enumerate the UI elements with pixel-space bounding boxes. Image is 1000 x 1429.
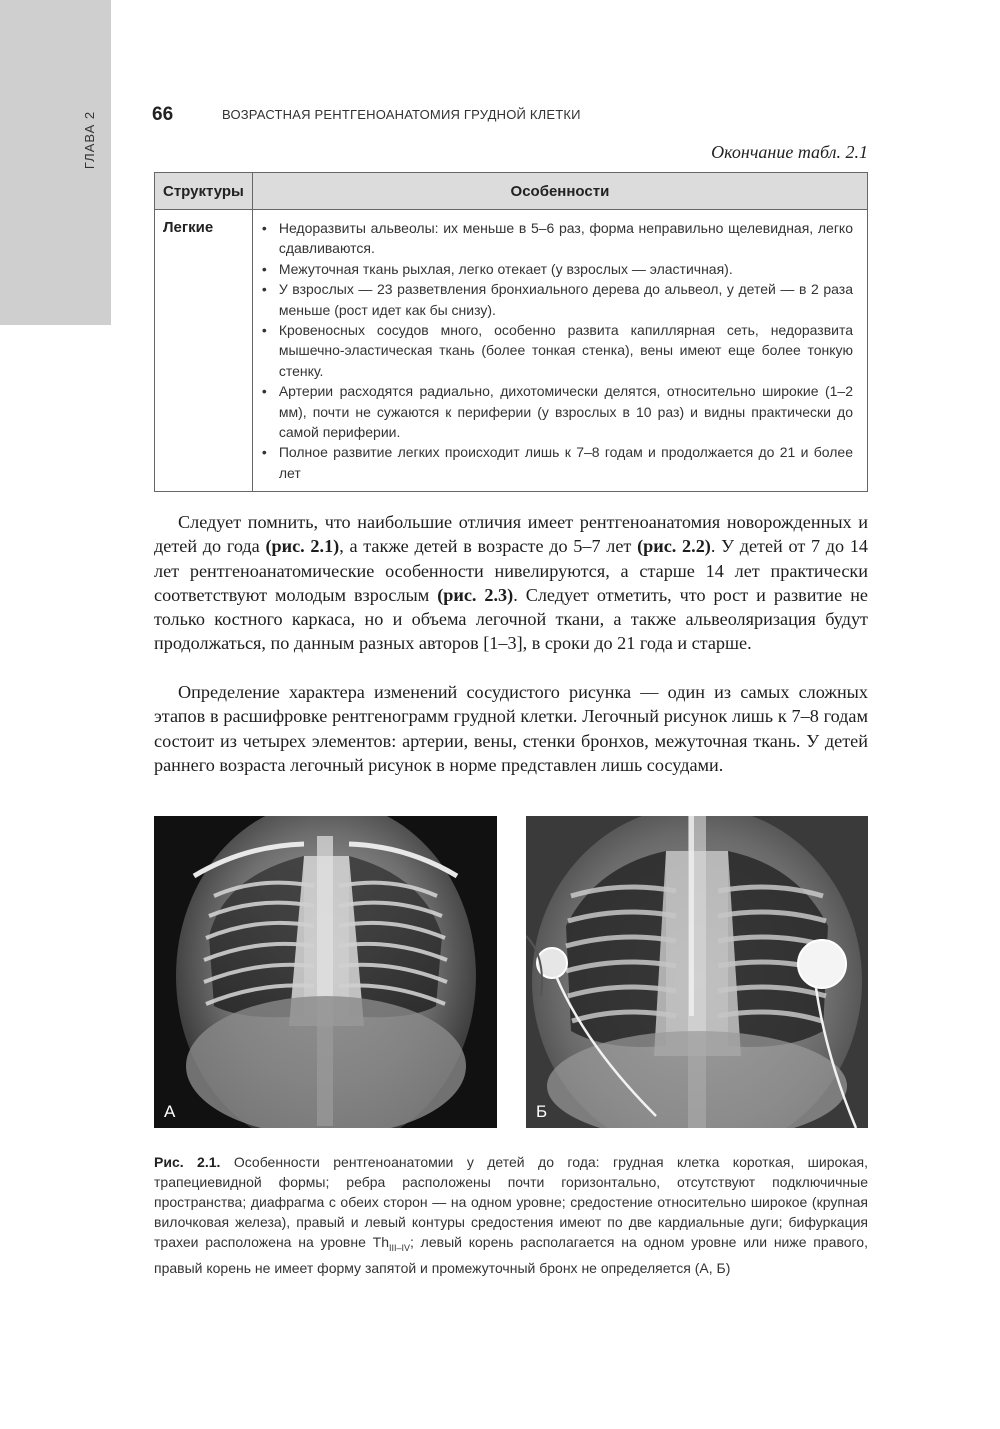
panel-label-b: Б xyxy=(536,1102,548,1121)
table-header-row xyxy=(155,173,868,210)
xray-image-a xyxy=(154,816,497,1128)
paragraph-text: . Следует отметить, что рост и развитие не только костного каркаса, но и объема легочной ткани, а также альвеоляризация будут продолжаться, по данным разных авторов [1–3], в сроки до 21 года и старше. xyxy=(154,584,868,654)
column-header-structures: Структуры xyxy=(155,173,253,210)
paragraph-differences xyxy=(154,510,868,656)
page-number: 66 xyxy=(152,104,174,125)
xray-image-b xyxy=(526,816,868,1128)
chapter-tab-label: ГЛАВА 2 xyxy=(82,110,97,170)
figure-caption-label: Рис. 2.1. xyxy=(154,1154,221,1170)
figure-caption xyxy=(154,1152,868,1278)
paragraph-vascular-pattern: Определение характера изменений сосудистого рисунка — один из самых сложных этапов в расшифровке рентгенограмм грудной клетки. Легочный рисунок лишь к 7–8 годам состоит из четырех элементов: артерии, вены, стенки бронхов, межуточная ткань. У детей раннего возраста легочный рисунок в норме представлен лишь сосудами. xyxy=(154,682,868,775)
list-item: • Полное развитие легких происходит лишь к 7–8 годам и продолжается до 21 и более лет xyxy=(277,442,853,483)
chapter-side-tab xyxy=(0,0,111,325)
xray-a-graphic xyxy=(154,816,497,1128)
paragraph-text: Следует помнить, что наибольшие отличия имеет рентгеноанатомия новорожденных и детей до года xyxy=(154,512,868,557)
paragraph-text: . У детей от 7 до 14 лет рентгеноанатомические особенности нивелируются, а старше 14 лет практически соответствуют молодым взрослым xyxy=(154,536,869,605)
figure-ref-2-2[interactable]: (рис. 2.2) xyxy=(637,536,711,557)
running-title: ВОЗРАСТНАЯ РЕНТГЕНОАНАТОМИЯ ГРУДНОЙ КЛЕТКИ xyxy=(222,107,581,122)
column-header-features: Особенности xyxy=(252,173,867,210)
features-table xyxy=(154,172,868,492)
figure-ref-2-1[interactable]: (рис. 2.1) xyxy=(265,536,340,557)
xray-b-graphic xyxy=(526,816,868,1128)
list-item: • У взрослых — 23 разветвления бронхиального дерева до альвеол, у детей — в 2 раза меньше (рост идет как бы снизу). xyxy=(277,279,853,320)
table-caption: Окончание табл. 2.1 xyxy=(711,142,868,162)
figure-ref-2-3[interactable]: (рис. 2.3) xyxy=(437,584,514,605)
paragraph-text: , а также детей в возрасте до 5–7 лет xyxy=(339,536,638,557)
list-item: • Недоразвиты альвеолы: их меньше в 5–6 раз, форма неправильно щелевидная, легко сдавливаются. xyxy=(277,218,853,259)
list-item: • Межуточная ткань рыхлая, легко отекает (у взрослых — эластичная). xyxy=(277,259,853,279)
list-item: • Артерии расходятся радиально, дихотомически делятся, относительно широкие (1–2 мм), почти не сужаются к периферии (у взрослых в 10 раз) и видны практически до самой периферии. xyxy=(277,381,853,442)
panel-label-a: А xyxy=(164,1102,176,1121)
feature-list xyxy=(261,218,853,483)
table-row xyxy=(155,210,868,492)
figure-caption-text: ; левый корень располагается на одном уровне или ниже правого, правый корень не имеет форму запятой и промежуточный бронх не определяется (А, Б) xyxy=(154,1234,868,1276)
features-cell xyxy=(252,210,867,492)
list-item: • Кровеносных сосудов много, особенно развита капиллярная сеть, недоразвита мышечно-эластическая ткань (более тонкая стенка), вены имеют еще более тонкую стенку. xyxy=(277,320,853,381)
figure-caption-text: Особенности рентгеноанатомии у детей до года: грудная клетка короткая, широкая, трапециевидной формы; ребра расположены почти горизонтально, отсутствуют подключичные пространства; диафрагма с обеих сторон — на одном уровне; средостение относительно широкое (крупная вилочковая железа), правый и левый контуры средостения имеют по две кардиальные дуги; бифуркация трахеи расположена на уровне Th xyxy=(154,1154,868,1250)
structure-cell: Легкие xyxy=(155,210,253,492)
figure-caption-subscript: III–IV xyxy=(389,1242,411,1253)
